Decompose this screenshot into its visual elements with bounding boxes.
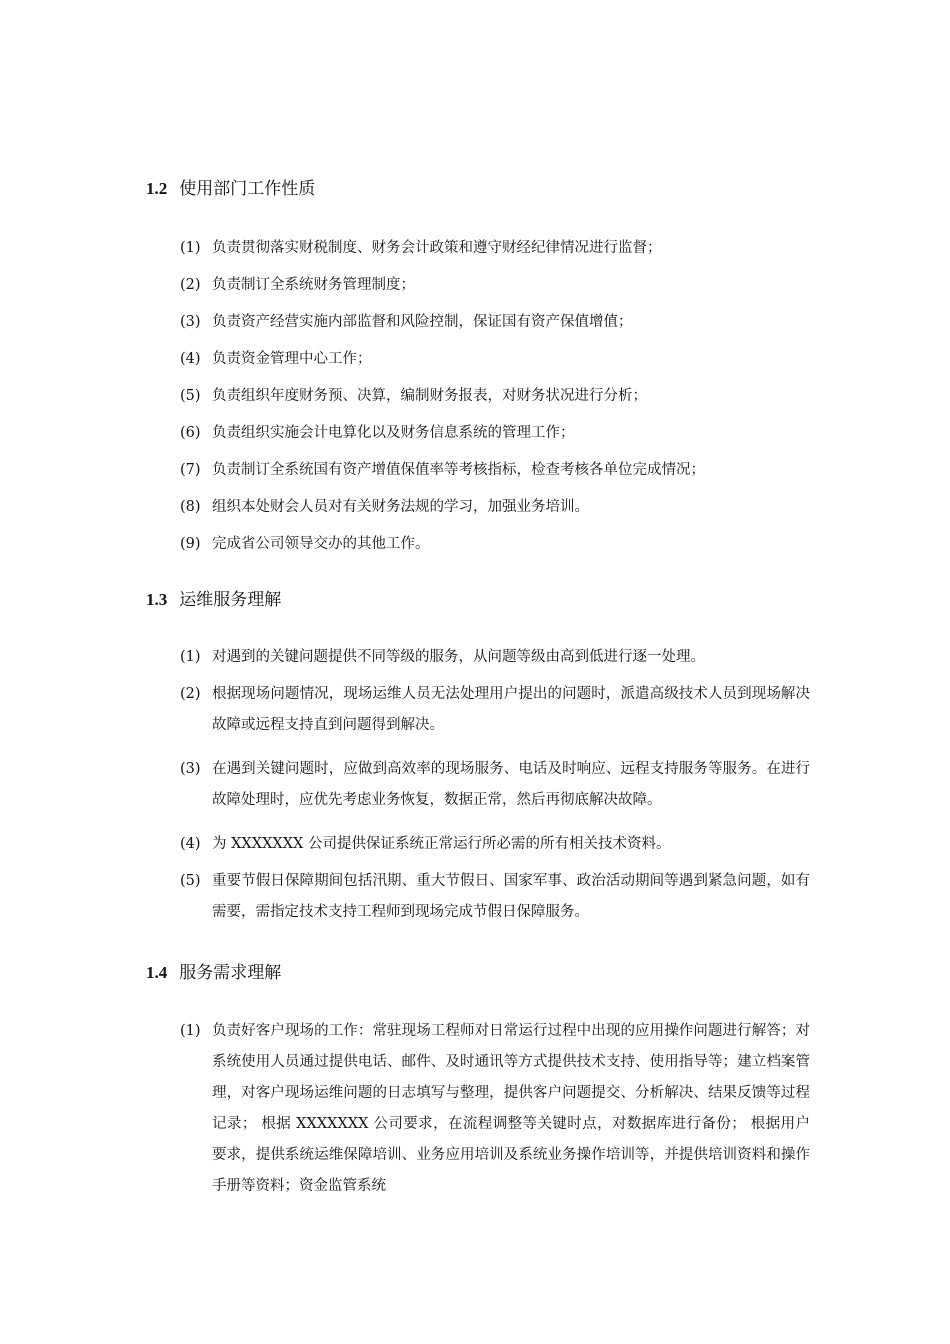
list-item-text: 负责资金管理中心工作；	[212, 351, 372, 367]
list-item-text: 重要节假日保障期间包括汛期、重大节假日、国家军事、政治活动期间等遇到紧急问题，如有需要，需指定技术支持工程师到现场完成节假日保障服务。	[212, 873, 810, 920]
section-heading-1-4	[146, 961, 281, 985]
list-item-text: 负责制订全系统财务管理制度；	[212, 277, 415, 293]
list-item	[180, 529, 810, 560]
list-item	[180, 492, 810, 523]
list-item-text: 根据现场问题情况，现场运维人员无法处理用户提出的问题时，派遣高级技术人员到现场解决故障或远程支持直到问题得到解决。	[212, 686, 810, 733]
list-marker: (7)	[180, 462, 201, 478]
list-item	[180, 866, 810, 928]
section-title: 运维服务理解	[179, 590, 282, 610]
list-marker: (9)	[180, 536, 201, 552]
list-marker: (3)	[180, 761, 201, 777]
list-item	[180, 455, 810, 486]
list-marker: (4)	[180, 836, 201, 852]
list-item	[180, 270, 810, 301]
list-marker: (5)	[180, 388, 201, 404]
list-marker: (4)	[180, 351, 201, 367]
list-marker: (3)	[180, 314, 201, 330]
list-item-text: 在遇到关键问题时，应做到高效率的现场服务、电话及时响应、远程支持服务等服务。在进行故障处理时，应优先考虑业务恢复，数据正常，然后再彻底解决故障。	[212, 761, 810, 808]
list-item	[180, 679, 810, 741]
list-item-text: 负责资产经营实施内部监督和风险控制，保证国有资产保值增值；	[212, 314, 633, 330]
section-heading-1-2	[146, 177, 315, 201]
list-item	[180, 233, 810, 264]
list-item-text: 负责制订全系统国有资产增值保值率等考核指标，检查考核各单位完成情况；	[212, 462, 705, 478]
list-item	[180, 307, 810, 338]
list-item-text: 组织本处财会人员对有关财务法规的学习，加强业务培训。	[212, 499, 589, 515]
section-title: 服务需求理解	[179, 963, 282, 983]
list-marker: (6)	[180, 425, 201, 441]
list-marker: (1)	[180, 240, 201, 256]
list-marker: (2)	[180, 277, 201, 293]
section-heading-1-3	[146, 588, 281, 612]
list-item-text: 负责贯彻落实财税制度、财务会计政策和遵守财经纪律情况进行监督；	[212, 240, 662, 256]
list-marker: (2)	[180, 686, 201, 702]
list-item-text: 负责好客户现场的工作：常驻现场工程师对日常运行过程中出现的应用操作问题进行解答；对系统使用人员通过提供电话、邮件、及时通讯等方式提供技术支持、使用指导等；建立档案管理，对客户现场运维问题的日志填写与整理，提供客户问题提交、分析解决、结果反馈等过程记录； 根据 XXXXXXX 公司要求，在流程调整等关键时点，对数据库进行备份； 根据用户要求，提供系统运维保障培训、业务应用培训及系统业务操作培训等，并提供培训资料和操作手册等资料；资金监管系统	[212, 1023, 810, 1194]
list-item-text: 负责组织年度财务预、决算，编制财务报表，对财务状况进行分析；	[212, 388, 647, 404]
section-number: 1.4	[146, 963, 168, 982]
list-item	[180, 642, 810, 673]
list-marker: (1)	[180, 649, 201, 665]
list-marker: (1)	[180, 1023, 201, 1039]
list-item-text: 对遇到的关键问题提供不同等级的服务，从问题等级由高到低进行逐一处理。	[212, 649, 705, 665]
list-item	[180, 418, 810, 449]
list-marker: (5)	[180, 873, 201, 889]
section-number: 1.2	[146, 179, 168, 198]
section-number: 1.3	[146, 590, 168, 609]
list-item-text: 为 XXXXXXX 公司提供保证系统正常运行所必需的所有相关技术资料。	[212, 836, 671, 852]
list-marker: (8)	[180, 499, 201, 515]
list-item	[180, 344, 810, 375]
list-item-text: 完成省公司领导交办的其他工作。	[212, 536, 430, 552]
section-title: 使用部门工作性质	[179, 179, 316, 199]
list-item	[180, 381, 810, 412]
list-item-text: 负责组织实施会计电算化以及财务信息系统的管理工作；	[212, 425, 575, 441]
list-item	[180, 754, 810, 816]
list-item	[180, 1016, 810, 1202]
list-item	[180, 829, 810, 860]
